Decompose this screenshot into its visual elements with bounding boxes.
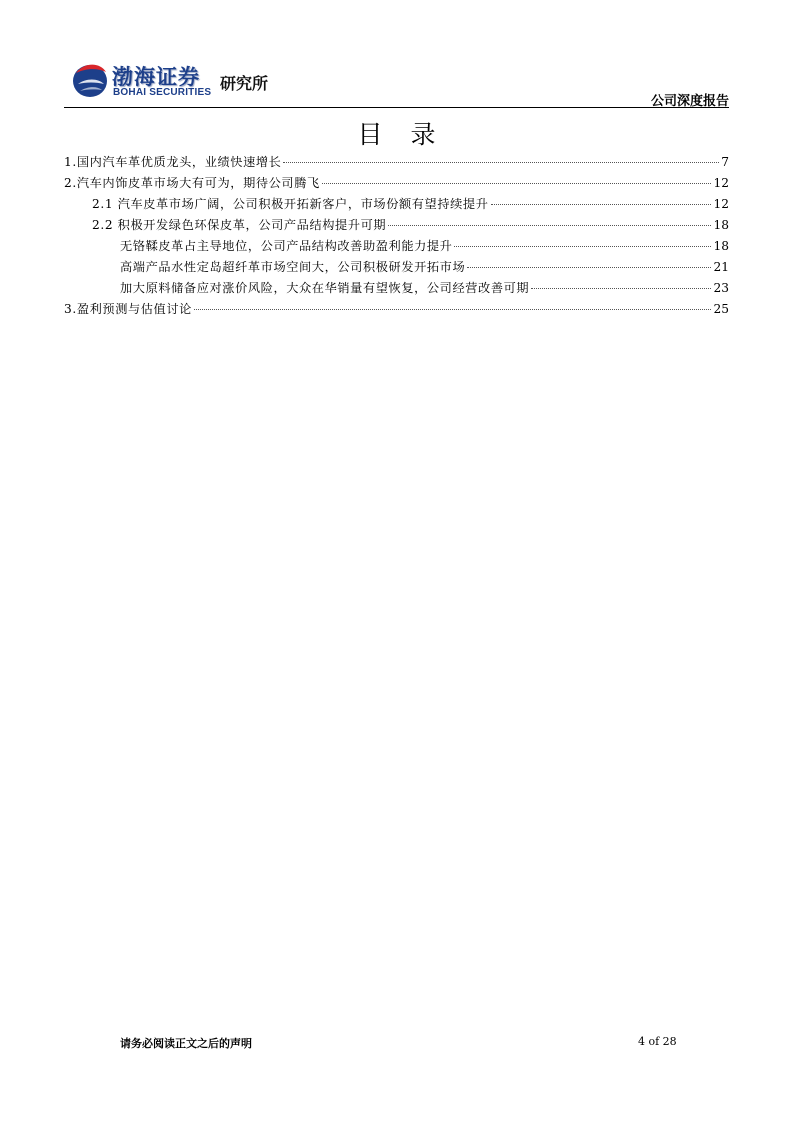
- toc-entry-title: 高端产品水性定岛超纤革市场空间大，公司积极研发开拓市场: [120, 260, 466, 275]
- toc-entry-title: 2.2 积极开发绿色环保皮革，公司产品结构提升可期: [92, 218, 387, 233]
- page-indicator: 4 of 28: [638, 1035, 677, 1048]
- toc-entry-page: 23: [713, 281, 729, 296]
- footer-disclaimer: 请务必阅读正文之后的声明: [120, 1037, 252, 1050]
- logo-chinese-name: 渤海证券: [112, 65, 200, 89]
- toc-entry-title: 2.1 汽车皮革市场广阔，公司积极开拓新客户，市场份额有望持续提升: [92, 197, 489, 212]
- toc-entry-page: 7: [721, 155, 729, 170]
- toc-title: 目录: [357, 120, 464, 149]
- report-type: 公司深度报告: [650, 94, 729, 109]
- toc-entry-page: 25: [713, 302, 729, 317]
- toc-entry-page: 12: [713, 197, 729, 212]
- logo-english-name: BOHAI SECURITIES: [113, 87, 212, 98]
- institute-label: 研究所: [220, 74, 269, 93]
- toc-dot-leader: [388, 213, 711, 226]
- toc-entry-title: 2.汽车内饰皮革市场大有可为，期待公司腾飞: [64, 176, 320, 191]
- company-logo: [70, 58, 290, 104]
- toc-dot-leader: [531, 276, 711, 289]
- toc-entry[interactable]: [64, 300, 729, 321]
- toc-entry-title: 3.盈利预测与估值讨论: [64, 302, 192, 317]
- toc-entry-page: 12: [713, 176, 729, 191]
- toc-dot-leader: [322, 171, 712, 184]
- toc-entry-title: 无铬鞣皮革占主导地位，公司产品结构改善助盈利能力提升: [120, 239, 453, 254]
- header-divider: [64, 107, 729, 108]
- toc-entry-title: 1.国内汽车革优质龙头，业绩快速增长: [64, 155, 282, 170]
- toc-dot-leader: [283, 150, 719, 163]
- toc-entry-page: 18: [713, 239, 729, 254]
- toc-dot-leader: [454, 234, 711, 247]
- toc-entry-page: 21: [713, 260, 729, 275]
- toc-entry-title: 加大原料储备应对涨价风险，大众在华销量有望恢复，公司经营改善可期: [120, 281, 530, 296]
- toc-entry-page: 18: [713, 218, 729, 233]
- toc-dot-leader: [491, 192, 712, 205]
- bohai-logo-icon: [70, 60, 110, 100]
- table-of-contents: [64, 153, 729, 321]
- toc-dot-leader: [194, 297, 712, 310]
- toc-dot-leader: [467, 255, 711, 268]
